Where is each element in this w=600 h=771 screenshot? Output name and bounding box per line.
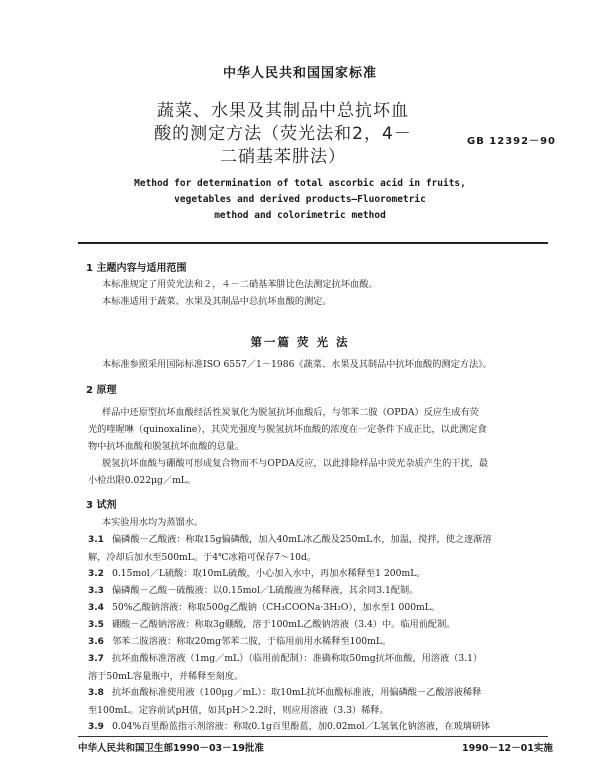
reagent-item-3-3 [88, 582, 556, 600]
header-divider [78, 242, 548, 244]
item-number: 3.4 [88, 603, 104, 613]
footer-divider [78, 736, 548, 737]
item-number: 3.8 [88, 688, 104, 698]
reagent-item-3-2 [88, 565, 556, 583]
section-3-heading: 3 试剂 [86, 500, 117, 511]
section-2-p1-line-1: 样品中还原型抗坏血酸经活性炭氧化为脱氢抗坏血酸后，与邻苯二胺（OPDA）反应生成有荧 [102, 407, 479, 418]
item-number: 3.7 [88, 654, 104, 664]
section-1-paragraph-2: 本标准适用于蔬菜、水果及其制品中总抗坏血酸的测定。 [102, 296, 332, 307]
item-number: 3.3 [88, 586, 104, 596]
item-text: 邻苯二胺溶液：称取20mg邻苯二胺，于临用前用水稀释至100mL。 [112, 636, 392, 647]
item-text: 50%乙酸钠溶液：称取500g乙酸钠（CH₃COONa·3H₂O），加水至1 000mL。 [112, 602, 441, 613]
item-number: 3.5 [88, 620, 104, 630]
section-3-intro: 本实验用水均为蒸馏水。 [102, 517, 204, 528]
item-text: 偏磷酸－乙酸液：称取15g偏磷酸，加入40mL冰乙酸及250mL水，加温，搅拌，使之逐渐溶 [112, 534, 492, 545]
item-text: 0.04%百里酚蓝指示剂溶液：称取0.1g百里酚蓝，加0.02mol／L氢氧化钠溶液，在玻璃研钵 [112, 721, 491, 732]
standard-code: GB 12392－90 [467, 136, 557, 147]
part-1-reference: 本标准参照采用国际标准ISO 6557／1－1986《蔬菜、水果及其制品中抗坏血酸的测定方法》。 [102, 359, 492, 370]
item-text: 硼酸－乙酸钠溶液：称取3g硼酸，溶于100mL乙酸钠溶液（3.4）中。临用前配制。 [112, 619, 456, 630]
item-number: 3.9 [88, 722, 104, 732]
item-text: 0.15mol／L硫酸：取10mL硫酸，小心加入水中，再加水稀释至1 200mL。 [112, 568, 426, 579]
item-text: 抗坏血酸标准溶液（1mg／mL）（临用前配制）：准确称取50mg抗坏血酸，用溶液（3.1） [112, 653, 483, 664]
section-2-p1-line-2: 光的喹喔啉（quinoxaline），其荧光强度与脱氢抗坏血酸的浓度在一定条件下成正比，以此测定食 [88, 424, 487, 435]
reagent-item-3-1 [88, 531, 556, 566]
english-title-line-1: Method for determination of total ascorbic acid in fruits, [134, 178, 466, 189]
section-1-paragraph-1: 本标准规定了用荧光法和２，４－二硝基苯肼比色法测定抗坏血酸。 [102, 279, 378, 290]
item-number: 3.1 [88, 535, 104, 545]
section-2-p2-line-2: 小检出限0.022μg／mL。 [88, 475, 197, 486]
item-text-continued: 溶于50mL容量瓶中，并稀释至刻度。 [88, 671, 244, 682]
document-title-line-1: 蔬菜、水果及其制品中总抗坏血 [157, 101, 409, 121]
reagent-item-3-9 [88, 718, 556, 736]
approval-date: 中华人民共和国卫生部1990－03－19批准 [78, 743, 264, 754]
section-2-p1-line-3: 物中抗坏血酸和脱氢抗坏血酸的总量。 [88, 441, 245, 452]
reagent-item-3-4 [88, 599, 556, 617]
section-1-heading: 1 主题内容与适用范围 [86, 263, 187, 274]
english-title-line-2: vegetables and derived products—Fluorometric [174, 194, 426, 205]
item-number: 3.6 [88, 637, 104, 647]
document-title-line-3: 二硝基苯肼法） [220, 147, 346, 167]
section-2-p2-line-1: 脱氢抗坏血酸与硼酸可形成复合物而不与OPDA反应，以此排除样品中荧光杂质产生的干扰，最 [102, 458, 489, 469]
item-text-continued: 至100mL。定容前试pH值，如其pH＞2.2时，则应用溶液（3.3）稀释。 [88, 705, 389, 716]
item-text: 偏磷酸－乙酸－硫酸液：以0.15mol／L硫酸液为稀释液，其余同3.1配制。 [112, 585, 419, 596]
item-number: 3.2 [88, 569, 104, 579]
reagent-item-3-5 [88, 616, 556, 634]
part-1-title: 第一篇 荧 光 法 [250, 335, 350, 349]
reagent-item-3-6 [88, 633, 556, 651]
section-2-heading: 2 原理 [86, 385, 117, 396]
document-title-line-2: 酸的测定方法（荧光法和2，4－ [154, 124, 412, 144]
implementation-date: 1990－12－01实施 [462, 743, 553, 754]
item-text: 抗坏血酸标准使用液（100μg／mL）：取10mL抗坏血酸标准液，用偏磷酸－乙酸溶液稀释 [112, 687, 482, 698]
reagent-item-3-8 [88, 684, 556, 719]
national-standard-header: 中华人民共和国国家标准 [222, 66, 377, 81]
english-title-line-3: method and colorimetric method [214, 210, 386, 221]
item-text-continued: 解，冷却后加水至500mL。于4℃冰箱可保存7～10d。 [88, 552, 317, 563]
reagent-item-3-7 [88, 650, 556, 685]
